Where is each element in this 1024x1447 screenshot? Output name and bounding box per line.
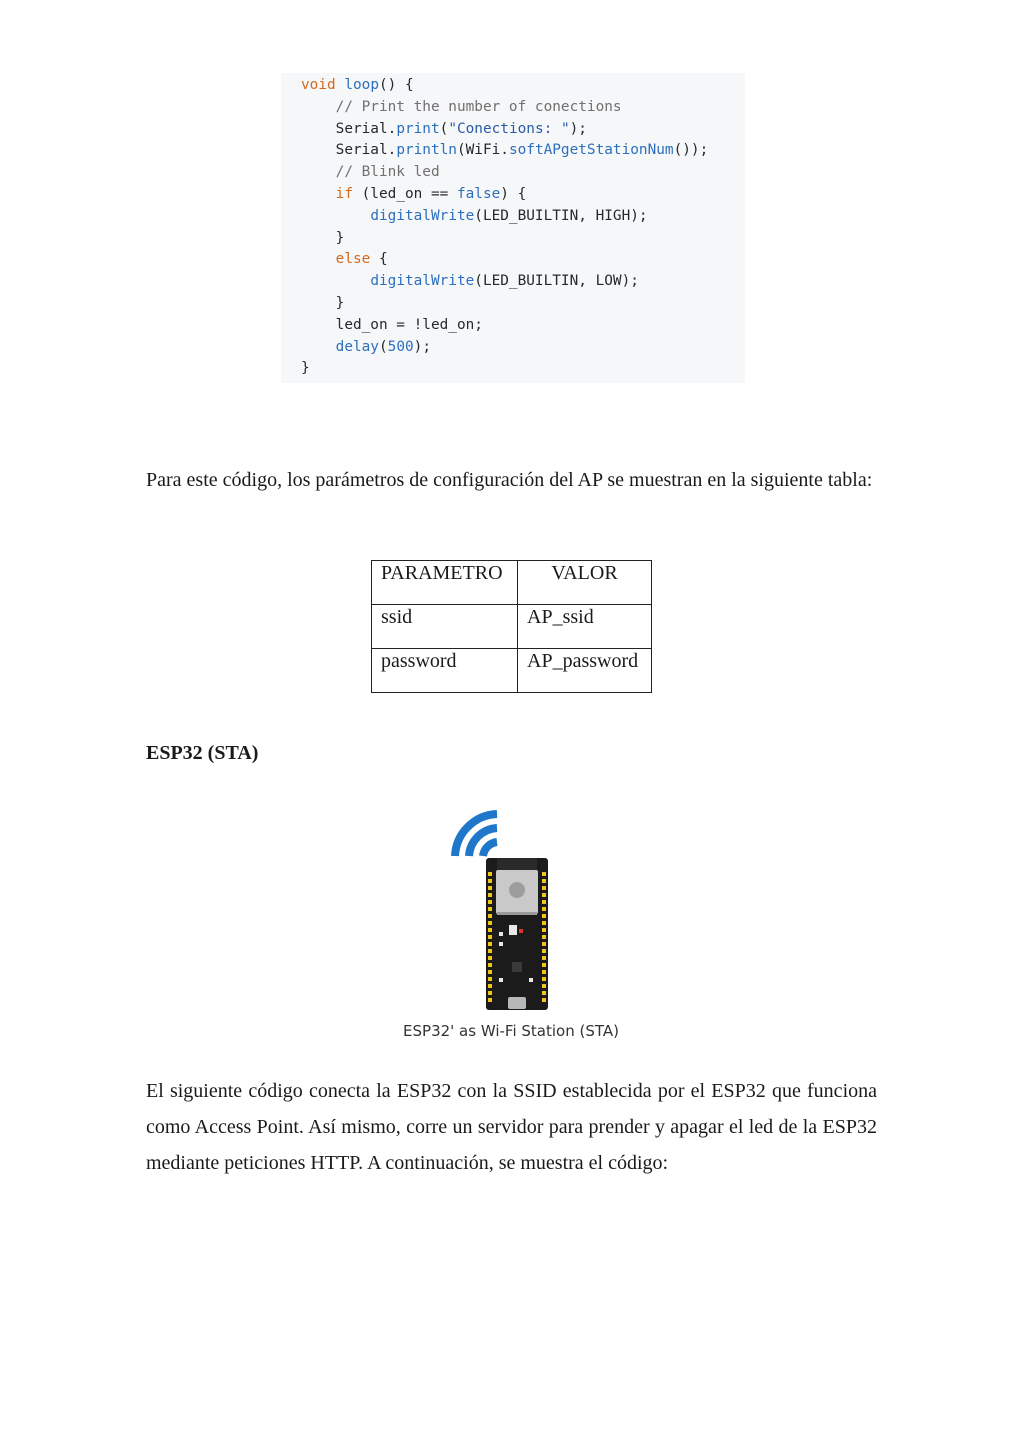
table-cell: AP_password [518,649,652,693]
figure-caption: ESP32' as Wi-Fi Station (STA) [403,1022,619,1040]
table-cell: AP_ssid [518,605,652,649]
code-line: if (led_on == false) { [335,185,527,202]
code-line: digitalWrite(LED_BUILTIN, LOW); [370,273,639,290]
code-line: delay(500); [335,338,431,355]
esp32-sta-figure [393,792,629,1054]
code-line: led_on = !led_on; [301,316,483,333]
code-line: void loop() { [301,77,414,93]
table-header-valor: VALOR [518,561,652,605]
code-line: } [301,360,310,377]
table-cell: ssid [372,605,518,649]
code-line: // Blink led [301,164,440,181]
table-header-row [372,561,652,605]
code-line: Serial.print("Conections: "); [301,120,587,137]
code-line: } [301,294,345,311]
table-row [372,605,652,649]
section-heading-esp32-sta: ESP32 (STA) [146,742,259,764]
code-line: Serial.println(WiFi.softAPgetStationNum()); [301,142,709,159]
code-line: // Print the number of conections [301,98,622,115]
paragraph-sta-description: El siguiente código conecta la ESP32 con la SSID establecida por el ESP32 que funciona como Access Point. Así mismo, corre un servidor para prender y apagar el led de la ESP32 mediante peticiones HTTP. A continuación, se muestra el código: [146,1080,877,1174]
esp32-board [486,858,548,1010]
code-block [281,73,745,383]
table-row [372,649,652,693]
parameters-table [371,560,652,693]
esp32-board-illustration [393,792,629,1022]
paragraph-ap-params: Para este código, los parámetros de configuración del AP se muestran en la siguiente tabla: [146,469,873,491]
table-cell: password [372,649,518,693]
code-line: digitalWrite(LED_BUILTIN, HIGH); [370,207,648,224]
table-header-parametro: PARAMETRO [372,561,518,605]
code-line: } [301,229,345,246]
code-line: else { [335,251,388,268]
